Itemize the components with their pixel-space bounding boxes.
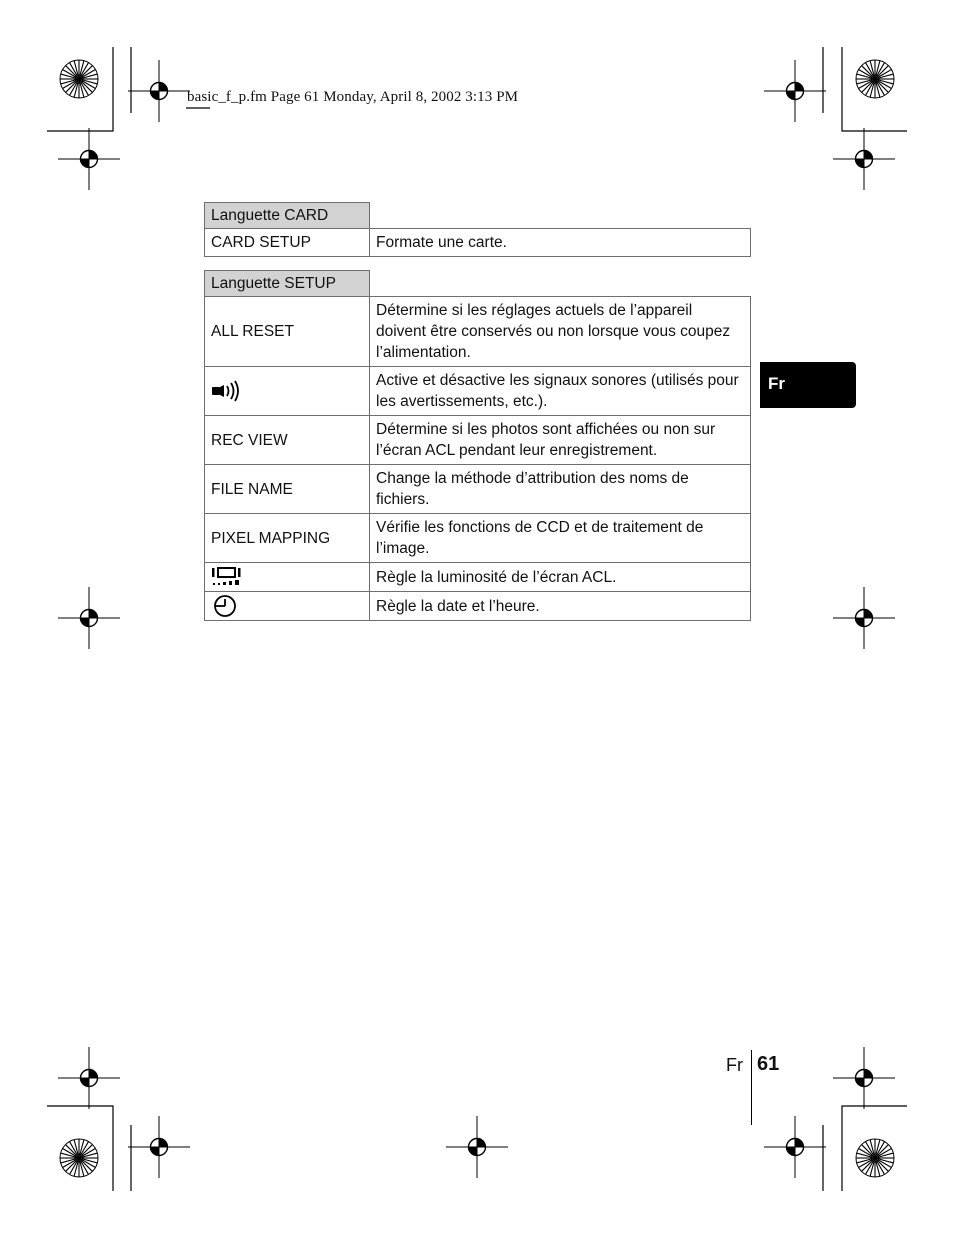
table-row bbox=[205, 592, 751, 621]
footer-divider bbox=[751, 1050, 752, 1125]
table-row bbox=[205, 416, 751, 465]
row-description: Vérifie les fonctions de CCD et de traitement de l’image. bbox=[370, 514, 751, 563]
language-side-tab bbox=[760, 362, 856, 408]
table-row bbox=[205, 563, 751, 592]
table-row bbox=[205, 367, 751, 416]
card-tab-header: Languette CARD bbox=[205, 203, 370, 229]
beep-sound-icon bbox=[211, 380, 241, 402]
row-description: Détermine si les réglages actuels de l’appareil doivent être conservés ou non lorsque vous coupez l’alimentation. bbox=[370, 297, 751, 367]
setup-tab-table bbox=[204, 270, 751, 621]
footer-language: Fr bbox=[726, 1055, 743, 1075]
row-label: CARD SETUP bbox=[205, 229, 370, 257]
row-description: Règle la date et l’heure. bbox=[370, 592, 751, 621]
row-label: PIXEL MAPPING bbox=[205, 514, 370, 563]
table-row bbox=[205, 514, 751, 563]
table-row bbox=[205, 465, 751, 514]
row-label: ALL RESET bbox=[205, 297, 370, 367]
row-label: FILE NAME bbox=[205, 465, 370, 514]
clock-icon bbox=[211, 595, 241, 617]
side-tab-label: Fr bbox=[768, 374, 785, 393]
file-info-header: basic_f_p.fm Page 61 Monday, April 8, 2002 3:13 PM bbox=[187, 89, 519, 105]
setup-tab-header: Languette SETUP bbox=[205, 271, 370, 297]
row-description: Formate une carte. bbox=[370, 229, 751, 257]
row-label: REC VIEW bbox=[205, 416, 370, 465]
card-tab-table bbox=[204, 202, 751, 257]
row-description: Règle la luminosité de l’écran ACL. bbox=[370, 563, 751, 592]
row-description: Détermine si les photos sont affichées ou non sur l’écran ACL pendant leur enregistrement. bbox=[370, 416, 751, 465]
row-description: Change la méthode d’attribution des noms de fichiers. bbox=[370, 465, 751, 514]
table-row bbox=[205, 229, 751, 257]
table-row bbox=[205, 297, 751, 367]
page-number: 61 bbox=[757, 1053, 780, 1075]
row-description: Active et désactive les signaux sonores (utilisés pour les avertissements, etc.). bbox=[370, 367, 751, 416]
monitor-brightness-icon bbox=[211, 566, 243, 588]
